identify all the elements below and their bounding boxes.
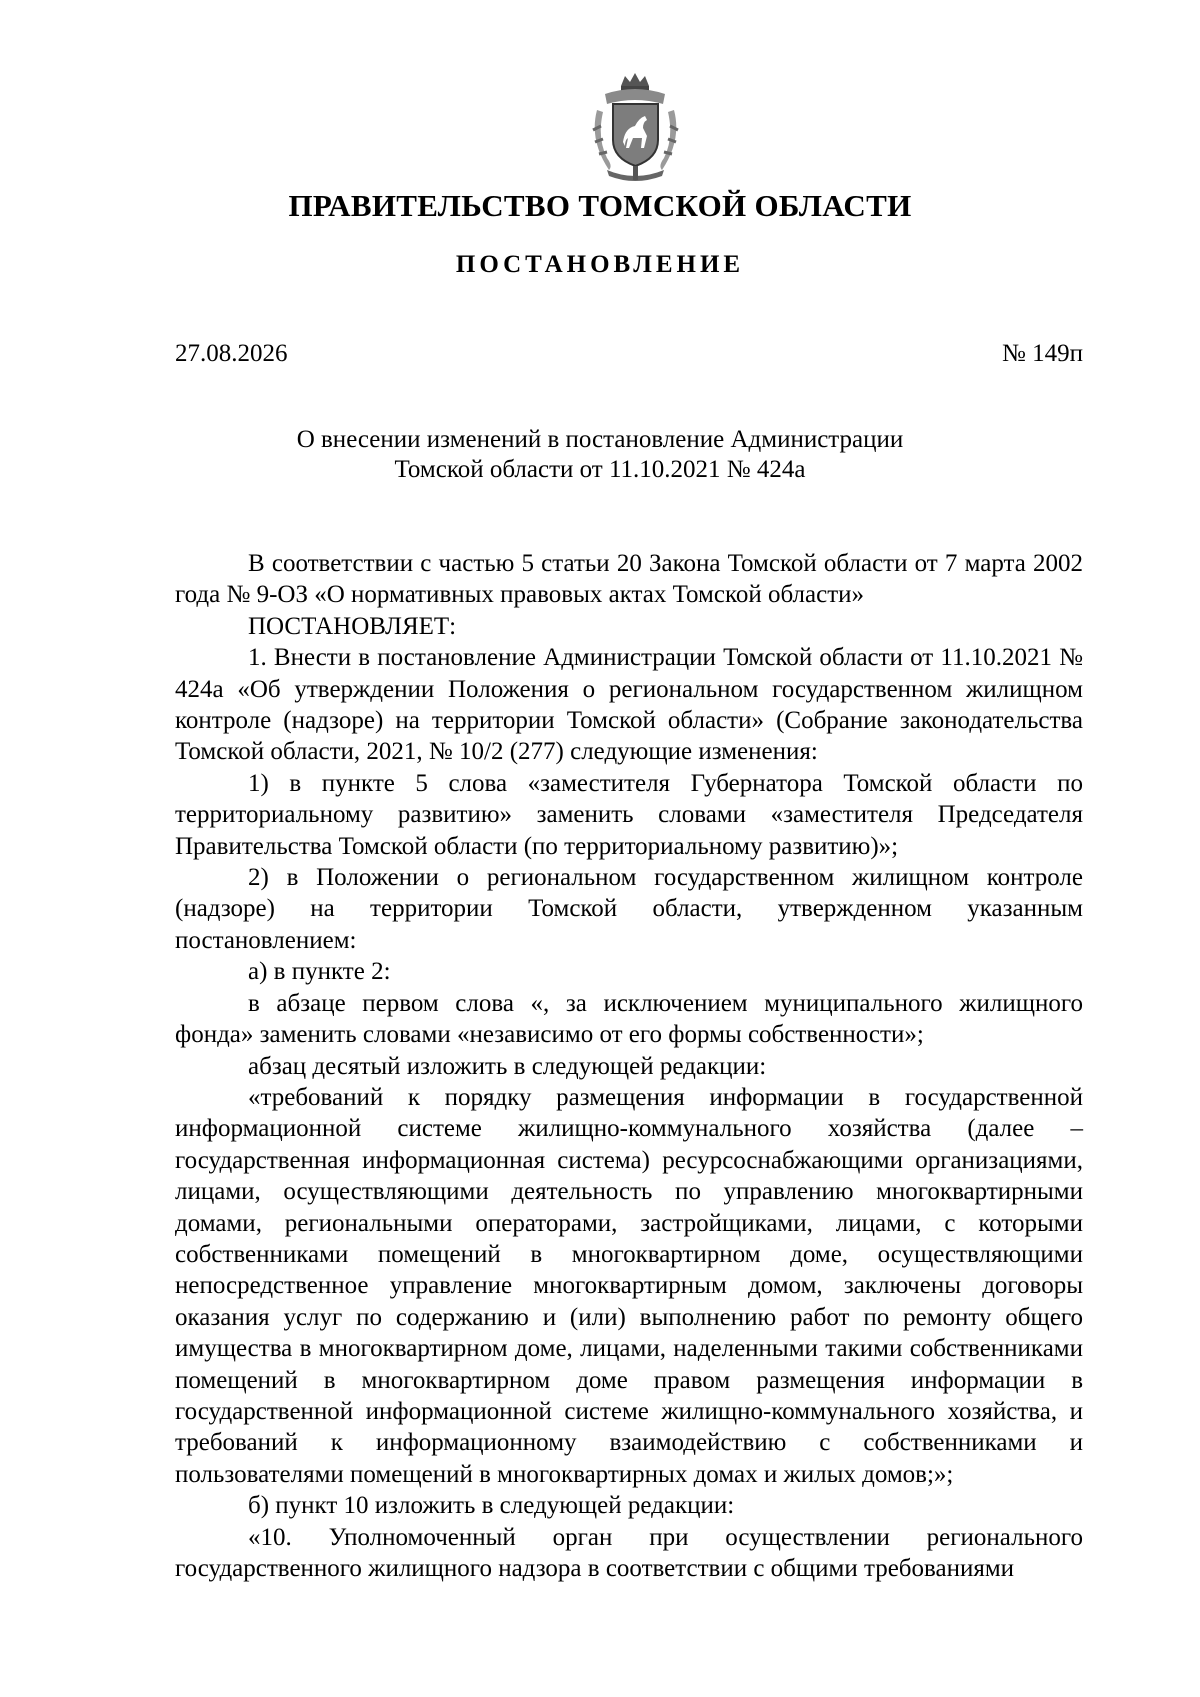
body-paragraph: «10. Уполномоченный орган при осуществлении регионального государственного жилищного надзора в соответствии с общими требованиями: [175, 1523, 1083, 1582]
body-paragraph: в абзаце первом слова «, за исключением муниципального жилищного фонда» заменить словами «независимо от его формы собственности»;: [175, 989, 1083, 1049]
body-paragraph: абзац десятый изложить в следующей редакции:: [248, 1052, 767, 1080]
body-paragraph: а) в пункте 2:: [248, 958, 391, 986]
body-paragraph: «требований к порядку размещения информации в государственной информационной системе жилищно-коммунального хозяйства (далее – государственная информационная система) ресурсоснабжающими организациями, лицами, осуществляющими деятельность по управлению многоквартирными домами, региональными операторами, застройщиками, лицами, с которыми собственниками помещений в многоквартирном доме, осуществляющими непосредственное управление многоквартирным домом, заключены договоры оказания услуг по содержанию и (или) выполнению работ по ремонту общего имущества в многоквартирном доме, лицами, наделенными такими собственниками помещений в многоквартирном доме правом размещения информации в государственной информационной системе жилищно-коммунального хозяйства, и требований к информационному взаимодействию с собственниками и пользователями помещений в многоквартирных домах и жилых домов;»;: [175, 1083, 1083, 1488]
organization-title: ПРАВИТЕЛЬСТВО ТОМСКОЙ ОБЛАСТИ: [288, 188, 912, 223]
document-subject: [0, 425, 1200, 485]
body-paragraph: б) пункт 10 изложить в следующей редакции:: [248, 1492, 735, 1520]
decree-keyword: ПОСТАНОВЛЯЕТ:: [248, 612, 457, 640]
body-paragraph: 2) в Положении о региональном государственном жилищном контроле (надзоре) на территории Томской области, утвержденном указанным постановлением:: [175, 864, 1083, 954]
body-paragraph: В соответствии с частью 5 статьи 20 Закона Томской области от 7 марта 2002 года № 9-ОЗ «О нормативных правовых актах Томской области»: [175, 550, 1083, 609]
document-number: № 149п: [1002, 340, 1083, 367]
coat-of-arms-icon: [583, 70, 688, 182]
body-paragraph: 1) в пункте 5 слова «заместителя Губернатора Томской области по территориальному развитию» заменить словами «заместителя Председателя Правительства Томской области (по территориальному развитию)»;: [175, 769, 1083, 860]
body-paragraph: 1. Внести в постановление Администрации Томской области от 11.10.2021 № 424а «Об утверждении Положения о региональном государственном жилищном контроле (надзоре) на территории Томской области» (Собрание законодательства Томской области, 2021, № 10/2 (277) следующие изменения:: [175, 644, 1083, 766]
document-body: [175, 548, 1083, 1584]
subject-line: Томской области от 11.10.2021 № 424а: [394, 456, 806, 483]
document-type-heading: ПОСТАНОВЛЕНИЕ: [455, 251, 745, 278]
subject-line: О внесении изменений в постановление Администрации: [296, 426, 904, 453]
document-date: 27.08.2026: [175, 340, 288, 367]
